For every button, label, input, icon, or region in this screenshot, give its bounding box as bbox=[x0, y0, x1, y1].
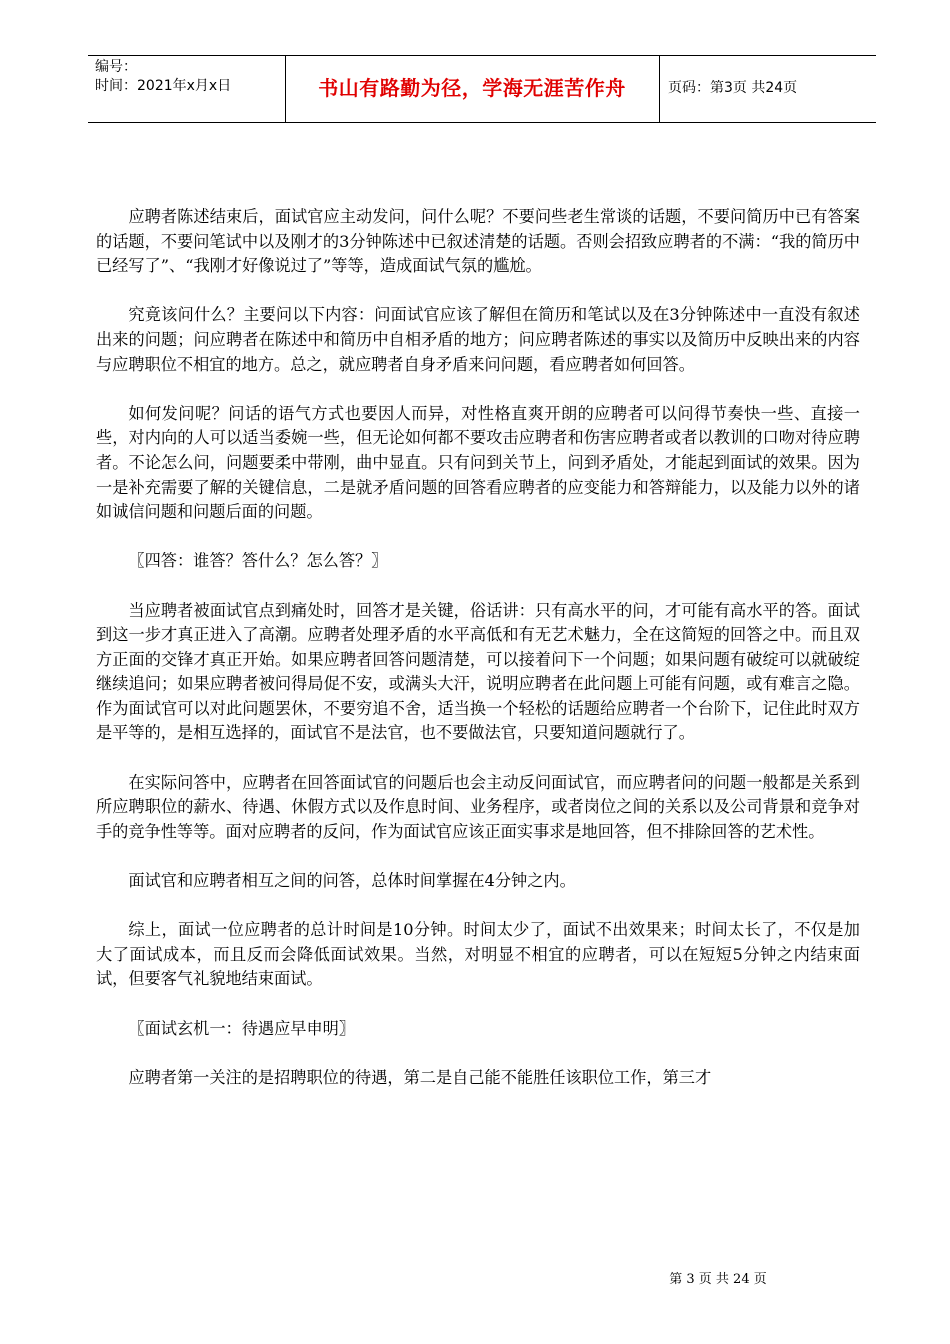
header-number-label: 编号： bbox=[95, 59, 137, 75]
section-heading: 〖面试玄机一：待遇应早申明〗 bbox=[128, 1018, 356, 1038]
paragraph: 综上，面试一位应聘者的总计时间是10分钟。时间太少了，面试不出效果来；时间太长了，不仅是加大了面试成本，而且反而会降低面试效果。当然，对明显不相宜的应聘者，可以在短短5分钟之内结束面试，但要客气礼貌地结束面试。 bbox=[96, 920, 860, 989]
header-left-block bbox=[95, 58, 283, 96]
footer-page-number: 第 3 页 共 24 页 bbox=[669, 1272, 767, 1287]
header-divider-right bbox=[659, 55, 660, 123]
header-page-info: 页码：第3页 共24页 bbox=[668, 80, 798, 96]
header-motto: 书山有路勤为径，学海无涯苦作舟 bbox=[318, 76, 626, 100]
paragraph: 在实际问答中，应聘者在回答面试官的问题后也会主动反问面试官，而应聘者问的问题一般都是关系到所应聘职位的薪水、待遇、休假方式以及作息时间、业务程序，或者岗位之间的关系以及公司背景和竞争对手的竞争性等等。面对应聘者的反问，作为面试官应该正面实事求是地回答，但不排除回答的艺术性。 bbox=[96, 772, 860, 841]
header-bottom-rule bbox=[88, 122, 876, 123]
paragraph: 究竟该问什么？主要问以下内容：问面试官应该了解但在简历和笔试以及在3分钟陈述中一直没有叙述出来的问题；问应聘者在陈述中和简历中自相矛盾的地方；问应聘者陈述的事实以及简历中反映出来的内容与应聘职位不相宜的地方。总之，就应聘者自身矛盾来问问题，看应聘者如何回答。 bbox=[96, 305, 860, 374]
header-top-rule bbox=[88, 55, 876, 56]
paragraph: 面试官和应聘者相互之间的问答，总体时间掌握在4分钟之内。 bbox=[128, 871, 576, 891]
paragraph: 应聘者陈述结束后，面试官应主动发问，问什么呢？不要问些老生常谈的话题，不要问简历中已有答案的话题，不要问笔试中以及刚才的3分钟陈述中已叙述清楚的话题。否则会招致应聘者的不满：“我的简历中已经写了”、“我刚才好像说过了”等等，造成面试气氛的尴尬。 bbox=[96, 207, 860, 276]
paragraph: 如何发问呢？问话的语气方式也要因人而异，对性格直爽开朗的应聘者可以问得节奏快一些、直接一些，对内向的人可以适当委婉一些，但无论如何都不要攻击应聘者和伤害应聘者或者以教训的口吻对待应聘者。不论怎么问，问题要柔中带刚，曲中显直。只有问到关节上，问到矛盾处，才能起到面试的效果。因为一是补充需要了解的关键信息，二是就矛盾问题的回答看应聘者的应变能力和答辩能力，以及能力以外的诸如诚信问题和问题后面的问题。 bbox=[96, 403, 860, 522]
document-body bbox=[96, 205, 860, 1090]
paragraph: 应聘者第一关注的是招聘职位的待遇，第二是自己能不能胜任该职位工作，第三才 bbox=[128, 1067, 712, 1087]
header-time-label: 时间：2021年x月x日 bbox=[95, 78, 232, 94]
paragraph: 当应聘者被面试官点到痛处时，回答才是关键，俗话讲：只有高水平的问，才可能有高水平的答。面试到这一步才真正进入了高潮。应聘者处理矛盾的水平高低和有无艺术魅力，全在这简短的回答之中。而且双方正面的交锋才真正开始。如果应聘者回答问题清楚，可以接着问下一个问题；如果问题有破绽可以就破绽继续追问；如果应聘者被问得局促不安，或满头大汗，说明应聘者在此问题上可能有问题，或有难言之隐。作为面试官可以对此问题罢休，不要穷追不舍，适当换一个轻松的话题给应聘者一个台阶下，记住此时双方是平等的，是相互选择的，面试官不是法官，也不要做法官，只要知道问题就行了。 bbox=[96, 600, 860, 743]
section-heading: 〖四答：谁答？答什么？怎么答？〗 bbox=[128, 551, 388, 571]
